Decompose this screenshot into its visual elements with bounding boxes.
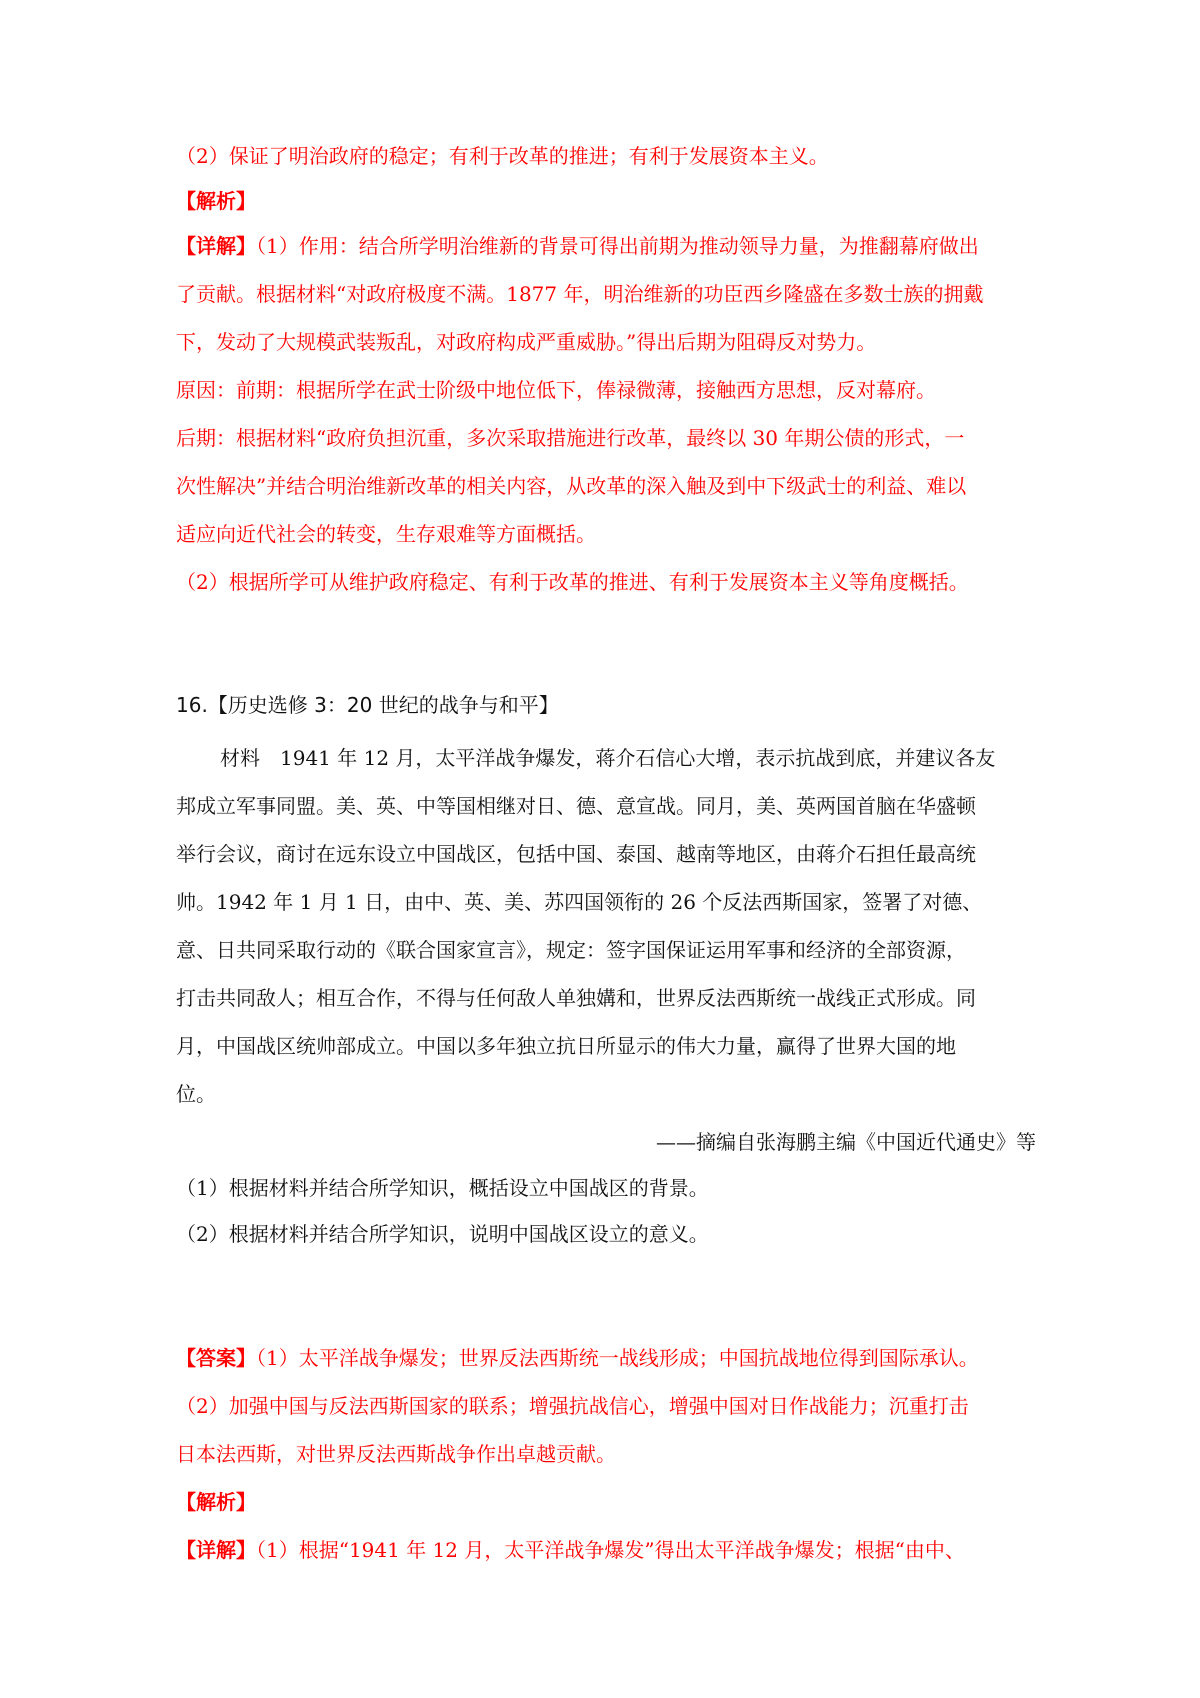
analysis-tag: 【解析】 — [176, 1490, 256, 1514]
material-line-1: 材料 1941 年 12 月，太平洋战争爆发，蒋介石信心大增，表示抗战到底，并建议各友 — [220, 746, 996, 770]
prev-detail-line-3: 下，发动了大规模武装叛乱，对政府构成严重威胁。”得出后期为阻碍反对势力。 — [176, 330, 877, 354]
detail-line-1 — [176, 1535, 1036, 1565]
prev-detail-line-2: 了贡献。根据材料“对政府极度不满。1877 年，明治维新的功臣西乡隆盛在多数士族的拥戴 — [176, 282, 984, 306]
prev-detail-line-1-text: （1）作用：结合所学明治维新的背景可得出前期为推动领导力量，为推翻幕府做出 — [256, 234, 979, 258]
prev-detail-line-6: 次性解决”并结合明治维新改革的相关内容，从改革的深入触及到中下级武士的利益、难以 — [176, 474, 967, 498]
answer-line-1-text: （1）太平洋战争爆发；世界反法西斯统一战线形成；中国抗战地位得到国际承认。 — [256, 1346, 979, 1370]
material-line-7: 月，中国战区统帅部成立。中国以多年独立抗日所显示的伟大力量，赢得了世界大国的地 — [176, 1034, 956, 1058]
prev-detail-tag: 【详解】 — [176, 234, 256, 258]
prev-answer-2: （2）保证了明治政府的稳定；有利于改革的推进；有利于发展资本主义。 — [176, 144, 829, 168]
material-line-8: 位。 — [176, 1082, 216, 1106]
material-line-2: 邦成立军事同盟。美、英、中等国相继对日、德、意宣战。同月，美、英两国首脑在华盛顿 — [176, 794, 976, 818]
prev-analysis-tag: 【解析】 — [176, 189, 256, 213]
answer-line-2: （2）加强中国与反法西斯国家的联系；增强抗战信心，增强中国对日作战能力；沉重打击 — [176, 1394, 969, 1418]
sub-question-2: （2）根据材料并结合所学知识，说明中国战区设立的意义。 — [176, 1222, 709, 1246]
prev-detail-line-5: 后期：根据材料“政府负担沉重，多次采取措施进行改革，最终以 30 年期公债的形式，一 — [176, 426, 965, 450]
answer-tag: 【答案】 — [176, 1346, 256, 1370]
prev-detail-line-7: 适应向近代社会的转变，生存艰难等方面概括。 — [176, 522, 596, 546]
prev-detail-line-1 — [176, 231, 1036, 261]
sub-question-1: （1）根据材料并结合所学知识，概括设立中国战区的背景。 — [176, 1176, 709, 1200]
prev-detail-line-4: 原因：前期：根据所学在武士阶级中地位低下，俸禄微薄，接触西方思想，反对幕府。 — [176, 378, 936, 402]
material-line-4: 帅。1942 年 1 月 1 日，由中、英、美、苏四国领衔的 26 个反法西斯国家，签署了对德、 — [176, 890, 983, 914]
material-line-5: 意、日共同采取行动的《联合国家宣言》，规定：签字国保证运用军事和经济的全部资源， — [176, 938, 966, 962]
detail-line-1-text: （1）根据“1941 年 12 月，太平洋战争爆发”得出太平洋战争爆发；根据“由中、 — [256, 1538, 965, 1562]
detail-tag: 【详解】 — [176, 1538, 256, 1562]
answer-line-3: 日本法西斯，对世界反法西斯战争作出卓越贡献。 — [176, 1442, 616, 1466]
question-16-heading: 16.【历史选修 3：20 世纪的战争与和平】 — [176, 693, 559, 717]
material-line-6: 打击共同敌人；相互合作，不得与任何敌人单独媾和，世界反法西斯统一战线正式形成。同 — [176, 986, 976, 1010]
material-line-3: 举行会议，商讨在远东设立中国战区，包括中国、泰国、越南等地区，由蒋介石担任最高统 — [176, 842, 976, 866]
answer-line-1 — [176, 1343, 1036, 1373]
prev-detail-line-8: （2）根据所学可从维护政府稳定、有利于改革的推进、有利于发展资本主义等角度概括。 — [176, 570, 969, 594]
material-source: ——摘编自张海鹏主编《中国近代通史》等 — [656, 1130, 1036, 1154]
